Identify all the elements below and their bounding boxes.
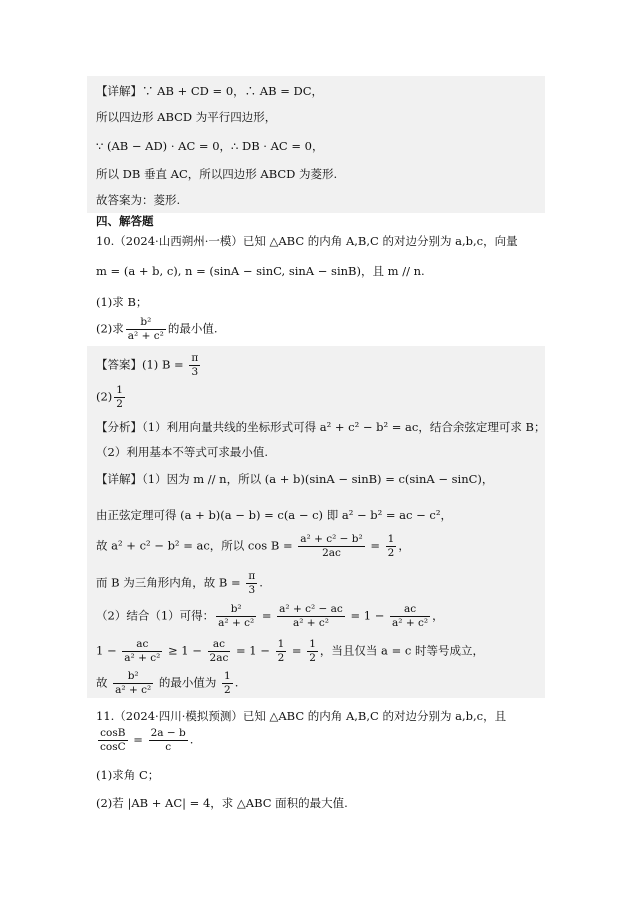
detail-line-5: 故答案为：菱形. [96,193,181,207]
denominator: 2 [224,684,231,696]
fraction [216,603,256,630]
q10-line-2: m = (a + b, c), n = (sinA − sinC, sinA − sinB)，且 m // n. [96,264,425,278]
fraction [126,316,166,343]
numerator: cosB [98,727,128,741]
numerator: 1 [387,533,395,545]
detail2-line-3 [96,533,410,560]
text: . [234,675,239,690]
denominator: 2 [116,398,123,410]
fraction [98,727,128,754]
denominator: 3 [248,584,256,596]
denominator: c [165,741,172,753]
text: = [288,643,306,658]
numerator: 1 [116,384,123,396]
denominator: 2 [309,652,316,664]
answer-label: 【答案】(1) B = [96,357,188,372]
text: = [129,732,147,747]
q11-line-2 [96,727,193,754]
fraction [114,384,125,411]
detail-line-1: 【详解】∵ AB + CD = 0，∴ AB = DC， [96,84,324,98]
detail-line-4: 所以 DB 垂直 AC，所以四边形 ABCD 为菱形. [96,167,338,181]
text: ，当且仅当 a = c 时等号成立， [319,643,484,658]
text: = 1 − [346,608,389,623]
text: ， [432,608,444,623]
denominator: 2 [387,547,395,559]
q10-part-2 [96,316,218,343]
q10-line-1: 10.（2024·山西朔州·一模）已知 △ABC 的内角 A,B,C 的对边分别为 a,b,c，向量 [96,234,518,248]
numerator: ac [122,638,162,652]
numerator: ac [208,638,231,652]
section-heading: 四、解答题 [96,214,154,228]
detail2-line-2: 由正弦定理可得 (a + b)(a − b) = c(a − c) 即 a² − b² = ac − c²， [96,508,452,522]
fraction [189,352,200,379]
text: （2）结合（1）可得： [96,608,215,623]
analysis-line-1: 【分析】（1）利用向量共线的坐标形式可得 a² + c² − b² = ac，结合余弦定理可求 B； [96,420,546,434]
q11-line-1: 11.（2024·四川·模拟预测）已知 △ABC 的内角 A,B,C 的对边分别为 a,b,c，且 [96,709,507,723]
numerator: b² [126,316,166,330]
denominator: 2 [277,652,285,664]
q11-part-2: (2)若 |AB + AC| = 4，求 △ABC 面积的最大值. [96,796,348,810]
text: 1 − [96,643,121,658]
numerator: ac [390,603,430,617]
text: = [366,538,384,553]
numerator: 1 [224,670,231,682]
denominator: 2ac [209,652,229,664]
denominator: a² + c² [115,684,152,696]
detail2-line-1: 【详解】（1）因为 m // n，所以 (a + b)(sinA − sinB) = c(sinA − sinC)， [96,472,494,486]
numerator: 1 [309,638,316,650]
detail2-line-6 [96,638,484,665]
answer-line-1 [96,352,202,379]
detail2-line-4 [96,570,263,597]
text: = [258,608,276,623]
text: 的最小值为 [155,675,221,690]
text: 而 B 为三角形内角，故 B = [96,575,245,590]
detail-line-3: ∵ (AB − AD) · AC = 0，∴ DB · AC = 0， [96,139,324,153]
text: . [259,575,263,590]
numerator: a² + c² − ac [279,603,343,615]
text: ， [398,538,410,553]
numerator: 2a − b [150,727,186,739]
text: 故 a² + c² − b² = ac，所以 cos B = [96,538,297,553]
text: ≥ 1 − [164,643,206,658]
denominator: a² + c² [127,330,164,342]
detail-line-2: 所以四边形 ABCD 为平行四边形， [96,110,277,124]
fraction [277,603,345,630]
fraction [149,727,188,754]
denominator: 2ac [322,547,341,559]
detail2-line-7 [96,670,238,697]
numerator: a² + c² − b² [300,533,363,545]
numerator: π [191,352,199,364]
fraction [113,670,153,697]
fraction [276,638,287,665]
detail2-line-5 [96,603,444,630]
denominator: a² + c² [124,652,161,664]
numerator: π [248,570,256,582]
numerator: b² [113,670,153,684]
fraction [222,670,233,697]
denominator: a² + c² [392,617,429,629]
denominator: a² + c² [218,617,255,629]
text: 故 [96,675,112,690]
answer-part-label: (2) [96,389,113,404]
denominator: 3 [191,366,199,378]
q10-part-2-post: 的最小值. [167,321,218,336]
numerator: 1 [277,638,285,650]
fraction [298,533,364,560]
denominator: a² + c² [292,617,329,629]
q11-part-1: (1)求角 C； [96,768,160,782]
fraction [386,533,397,560]
denominator: cosC [100,741,126,753]
fraction [208,638,231,665]
text: = 1 − [232,643,274,658]
q10-part-2-pre: (2)求 [96,321,124,336]
analysis-line-2: （2）利用基本不等式可求最小值. [96,445,268,459]
text: . [189,732,194,747]
answer-line-2 [96,384,127,411]
q10-part-1: (1)求 B； [96,295,148,309]
fraction [307,638,318,665]
numerator: b² [216,603,256,617]
fraction [390,603,430,630]
fraction [246,570,257,597]
fraction [122,638,162,665]
